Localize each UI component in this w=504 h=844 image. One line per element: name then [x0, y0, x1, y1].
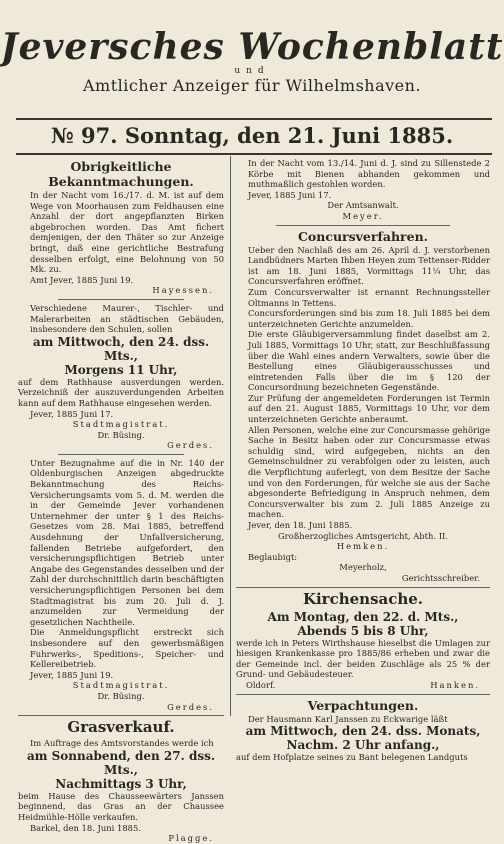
notice-body-4: Die erste Gläubigerversammlung findet daselbst am 2. Juli 1885, Vormittags 10 Uhr, statt, zur Beschlußfassung über die Wahl eines andern Verwalters, sowie über die Bestellung eines Gläubigerausschusses und eintretenden Falls über die im § 120 der Concursordnung bezeichneten Gegenstände.: [248, 329, 490, 393]
newspaper-subtitle: Amtlicher Anzeiger für Wilhelmshaven.: [82, 76, 422, 95]
notice-body: Unter Bezugnahme auf die in Nr. 140 der Oldenburgischen Anzeigen abgedruckte Bekanntmachung des Reichs-Versicherungsamts vom 5. d. M. werden die in der Gemeinde Jever vorhandenen Unternehmer der unter § 1 des Reichs-Gesetzes vom 28. Mai 1885, betreffend Ausdehnung der Unfallversicherung, fallenden Betriebe aufgefordert, den versicherungspflichtigen Betrieb unter Angabe des Gegenstandes desselben und der Zahl der durchschnittlich darin beschäftigten versicherungspflichtigen Personen bei dem Stadtmagistrat bis zum 20. Juli d. J. anzumelden zur Vermeidung der gesetzlichen Nachtheile.: [30, 457, 224, 627]
notice-body: auf dem Rathhause ausverdungen werden. Verzeichniß der auszuverdungenden Arbeiten kann auf dem Rathhause eingesehen werden.: [18, 376, 224, 408]
section-heading: Verpachtungen.: [307, 697, 419, 713]
notice-bauarbeiten: [18, 303, 224, 451]
notice-clerk: Meyerholz,: [339, 562, 387, 573]
notice-concurs: [236, 229, 490, 584]
notice-signature: Meyer.: [342, 210, 384, 221]
left-column: [18, 158, 224, 844]
notice-date: Am Montag, den 22. d. Mts.,: [267, 609, 459, 624]
separator: [18, 715, 224, 716]
notice-office: Stadtmagistrat.: [72, 419, 170, 430]
notice-intro: Verschiedene Maurer-, Tischler- und Malerarbeiten an städtischen Gebäuden, insbesondere den Schulen, sollen: [30, 302, 224, 335]
notice-body: werde ich in Peters Wirthshause hieselbst die Umlagen zur hiesigen Krankenkasse pro 1885/86 erheben und zwar die der Gemeinde incl. der beiden Zuschläge als 25 % der Grund- und Gebäudesteuer.: [236, 637, 490, 680]
notice-judge: Hemken.: [336, 541, 390, 552]
newspaper-title: Jeversches Wochenblatt: [0, 26, 504, 68]
separator: [276, 225, 450, 226]
notice-office: Der Amtsanwalt.: [327, 200, 399, 211]
notice-place: Oldorf.: [246, 679, 276, 690]
notice-time: Nachm. 2 Uhr anfang.,: [286, 738, 440, 753]
notice-body-2: Die Anmeldungspflicht erstreckt sich insbesondere auf den gewerbsmäßigen Fuhrwerks-, Speditions-, Speicher- und Kellereibetrieb.: [30, 627, 224, 670]
notice-body: auf dem Hofplatze seines zu Bant belegenen Landguts: [236, 752, 468, 763]
notice-body-2: Zum Concursverwalter ist ernannt Rechnungssteller Oltmanns in Tettens.: [248, 286, 490, 308]
notice-name: Dr. Büsing.: [97, 429, 145, 440]
right-column: [236, 158, 490, 763]
notice-place: Jever, 1885 Juni 17.: [248, 189, 332, 200]
notice-place: Jever, den 18. Juni 1885.: [248, 520, 353, 530]
notice-bienen: [236, 158, 490, 222]
notice-birken: [18, 159, 224, 296]
notice-date: am Sonnabend, den 27. dss. Mts.,: [26, 748, 216, 777]
notice-time: Nachmittags 3 Uhr,: [55, 776, 187, 791]
notice-intro: Im Auftrage des Amtsvorstandes werde ich: [30, 738, 214, 749]
notice-body: In der Nacht vom 16./17. d. M. ist auf dem Wege von Moorhausen zum Feldhausen eine Anzahl der dort angepflanzten Birken abgebrochen worden. Das Amt fichert demjenigen, der den Thäter so zur Anzeige bringt, daß eine gerichtliche Bestrafung desselben erfolgt, eine Belohnung von 50 Mk. zu.: [30, 190, 224, 275]
notice-signature: Gerdes.: [167, 440, 214, 451]
masthead-und: und: [234, 66, 270, 76]
notice-time: Morgens 11 Uhr,: [64, 362, 178, 377]
notice-verpachtungen: [236, 698, 490, 763]
separator: [236, 587, 490, 588]
separator: [58, 299, 184, 300]
notice-court: Großherzogliches Amtsgericht, Abth. II.: [277, 530, 449, 541]
notice-place: Jever, 1885 Juni 17.: [30, 408, 114, 419]
notice-intro: Der Hausmann Karl Janssen zu Eckwarige läßt: [248, 713, 448, 724]
section-heading: Kirchensache.: [302, 589, 424, 608]
notice-signature: Hayessen.: [152, 285, 214, 296]
section-heading: Grasverkauf.: [67, 718, 175, 737]
notice-date: am Mittwoch, den 24. dss. Monats,: [245, 724, 481, 739]
notice-body: In der Nacht vom 13./14. Juni d. J. sind zu Sillenstede 2 Körbe mit Bienen abhanden gekommen und muthmaßlich gestohlen worden.: [248, 158, 490, 190]
separator: [236, 694, 490, 695]
separator: [58, 454, 184, 455]
notice-clerk-title: Gerichtsschreiber.: [401, 572, 480, 583]
notice-place: Jever, 1885 Juni 19.: [30, 669, 114, 680]
issue-rule-bottom: [16, 153, 492, 155]
notice-office: Stadtmagistrat.: [72, 680, 170, 691]
issue-rule-top: [16, 118, 492, 120]
notice-body-5: Zur Prüfung der angemeldeten Forderungen ist Termin auf den 21. August 1885, Vormittags 10 Uhr, vor dem unterzeichneten Gerichte anberaumt.: [248, 392, 490, 425]
notice-grasverkauf: [18, 719, 224, 844]
notice-signature: Plagge.: [168, 833, 214, 844]
notice-footer: [236, 680, 490, 691]
notice-published: Beglaubigt:: [248, 551, 298, 562]
notice-body: beim Hause des Chausseewärters Janssen beginnend, das Gras an der Chaussee Heidmühle-Hölle verkaufen.: [18, 790, 224, 822]
notice-body-6: Allen Personen, welche eine zur Concursmasse gehörige Sache in Besitz haben oder zur Concursmasse etwas schuldig sind, wird aufgegeben, nichts an den Gemeinschuldner zu verabfolgen oder zu leisten, auch die Verpflichtung auferlegt, von dem Besitze der Sache und von den Forderungen, für welche sie aus der Sache abgesonderte Befriedigung in Anspruch nehmen, dem Concursverwalter bis zum 2. Juli 1885 Anzeige zu machen.: [248, 424, 490, 520]
notice-place: Amt Jever, 1885 Juni 19.: [30, 274, 134, 285]
column-divider: [230, 156, 231, 716]
notice-signature: Hanken.: [430, 679, 480, 690]
notice-name: Dr. Büsing.: [97, 690, 145, 701]
notice-date: am Mittwoch, den 24. dss. Mts.,: [32, 334, 210, 363]
notice-unfallversicherung: [18, 458, 224, 712]
notice-signature: Gerdes.: [167, 701, 214, 712]
notice-time: Abends 5 bis 8 Uhr,: [297, 623, 429, 638]
notice-body: Ueber den Nachlaß des am 26. April d. J. verstorbenen Landbüdners Marten Ihben Heyen zum Tettenser-Ridder ist am 18. Juni 1885, Vormittags 11¼ Uhr, das Concursverfahren eröffnet.: [248, 244, 490, 287]
notice-kirchensache: [236, 591, 490, 691]
section-heading: Concursverfahren.: [297, 228, 429, 244]
masthead: [0, 28, 504, 95]
notice-place: Barkel, den 18. Juni 1885.: [30, 822, 142, 833]
issue-line: № 97. Sonntag, den 21. Juni 1885.: [50, 123, 454, 148]
section-heading: Obrigkeitliche Bekanntmachungen.: [48, 159, 194, 189]
notice-body-3: Concursforderungen sind bis zum 18. Juli 1885 bei dem unterzeichneten Gerichte anzumelden.: [248, 308, 490, 329]
